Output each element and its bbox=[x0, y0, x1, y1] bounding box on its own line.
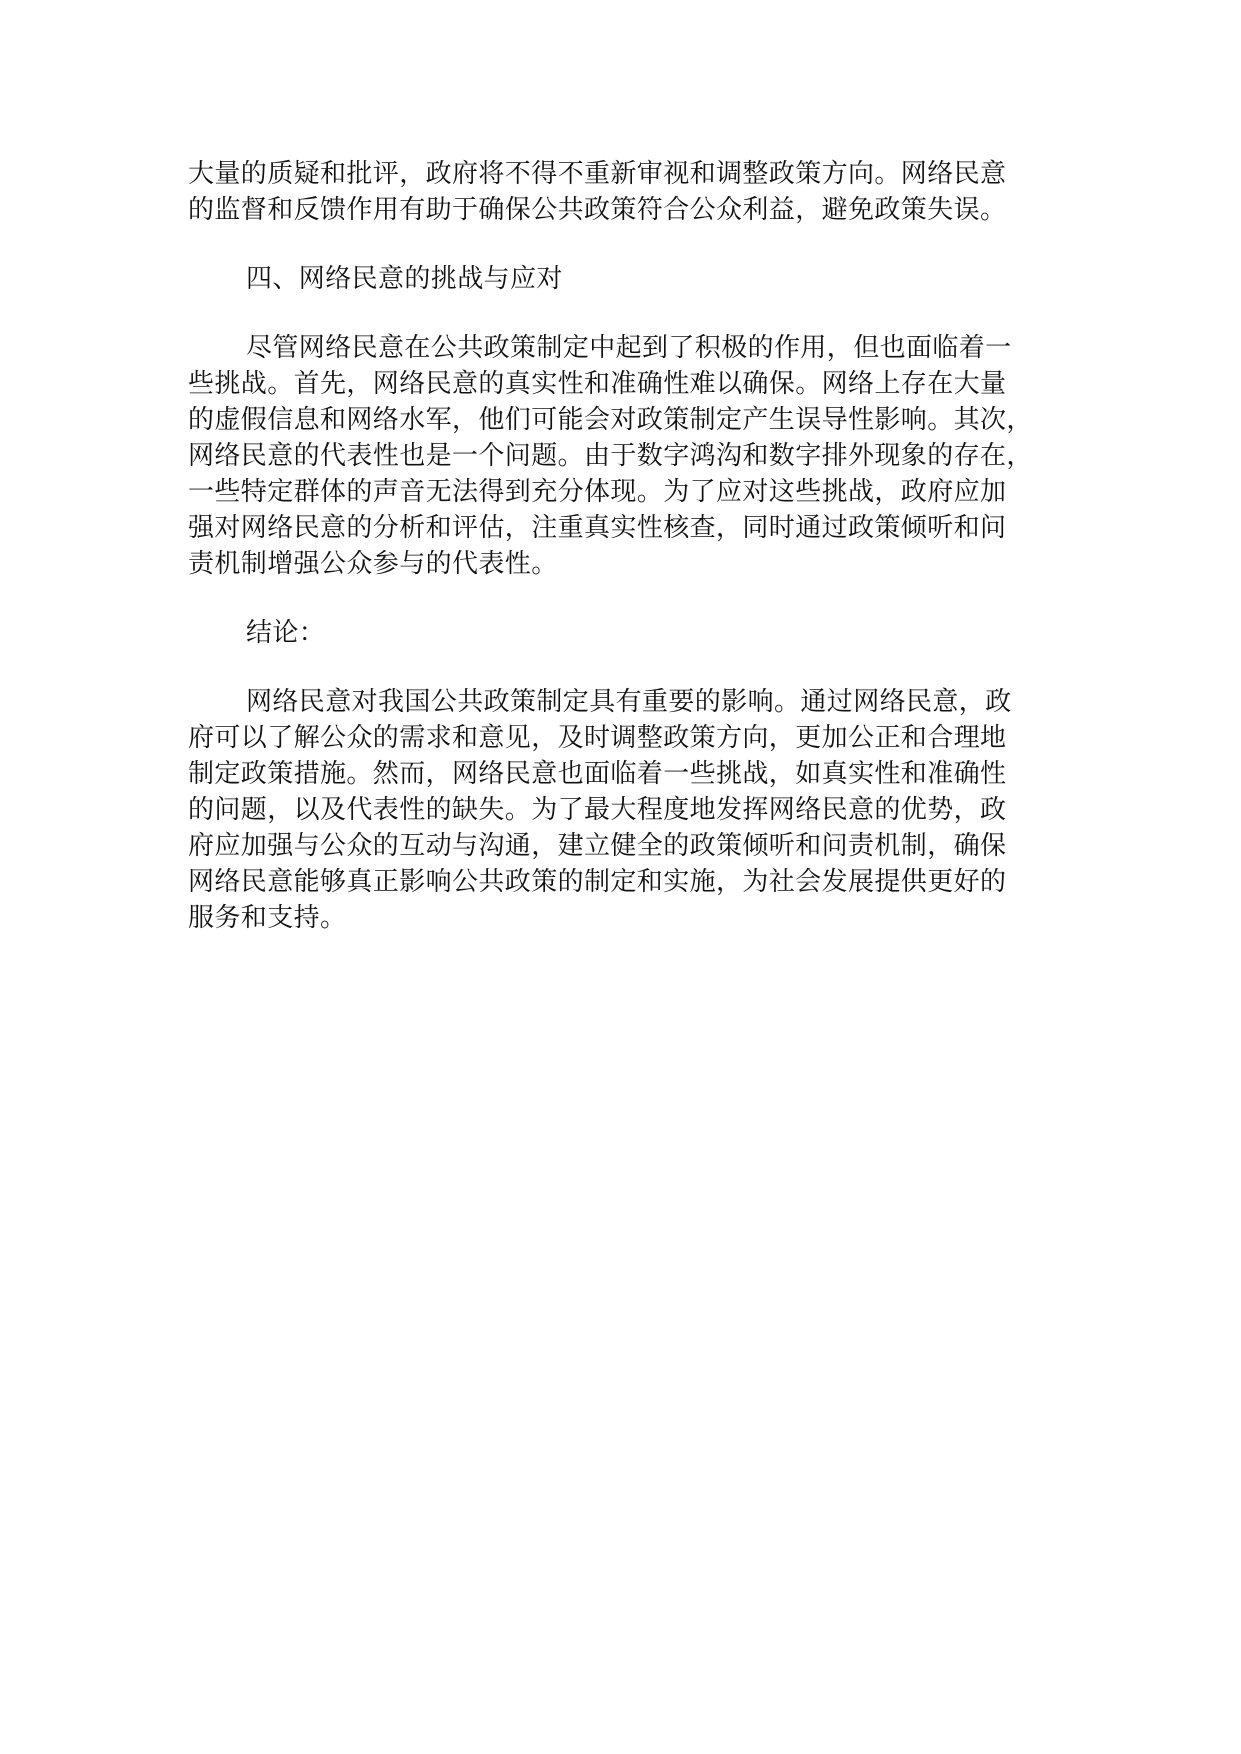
text-line: 网络民意能够真正影响公共政策的制定和实施，为社会发展提供更好的 bbox=[188, 867, 1007, 897]
paragraph-continuation bbox=[188, 156, 1068, 228]
text-line: 网络民意的代表性也是一个问题。由于数字鸿沟和数字排外现象的存在， bbox=[188, 441, 1033, 471]
text-line: 服务和支持。 bbox=[188, 903, 347, 933]
paragraph-conclusion bbox=[188, 684, 1068, 936]
text-line: 一些特定群体的声音无法得到充分体现。为了应对这些挑战，政府应加 bbox=[188, 477, 1007, 507]
text-line: 强对网络民意的分析和评估，注重真实性核查，同时通过政策倾听和问 bbox=[188, 513, 1007, 543]
document-body bbox=[188, 156, 1068, 936]
paragraph-challenges bbox=[188, 330, 1068, 582]
text-line: 府可以了解公众的需求和意见，及时调整政策方向，更加公正和合理地 bbox=[188, 723, 1007, 753]
text-line: 的监督和反馈作用有助于确保公共政策符合公众利益，避免政策失误。 bbox=[188, 195, 1007, 225]
text-line: 制定政策措施。然而，网络民意也面临着一些挑战，如真实性和准确性 bbox=[188, 759, 1007, 789]
text-line: 责机制增强公众参与的代表性。 bbox=[188, 549, 558, 579]
conclusion-heading: 结论： bbox=[246, 618, 326, 648]
text-line: 尽管网络民意在公共政策制定中起到了积极的作用，但也面临着一 bbox=[246, 333, 1012, 363]
text-line: 府应加强与公众的互动与沟通，建立健全的政策倾听和问责机制，确保 bbox=[188, 831, 1007, 861]
text-line: 的虚假信息和网络水军，他们可能会对政策制定产生误导性影响。其次， bbox=[188, 405, 1033, 435]
text-line: 的问题，以及代表性的缺失。为了最大程度地发挥网络民意的优势，政 bbox=[188, 795, 1007, 825]
section-heading-4: 四、网络民意的挑战与应对 bbox=[246, 264, 563, 294]
text-line: 些挑战。首先，网络民意的真实性和准确性难以确保。网络上存在大量 bbox=[188, 369, 1007, 399]
text-line: 大量的质疑和批评，政府将不得不重新审视和调整政策方向。网络民意 bbox=[188, 159, 1007, 189]
text-line: 网络民意对我国公共政策制定具有重要的影响。通过网络民意，政 bbox=[246, 687, 1012, 717]
